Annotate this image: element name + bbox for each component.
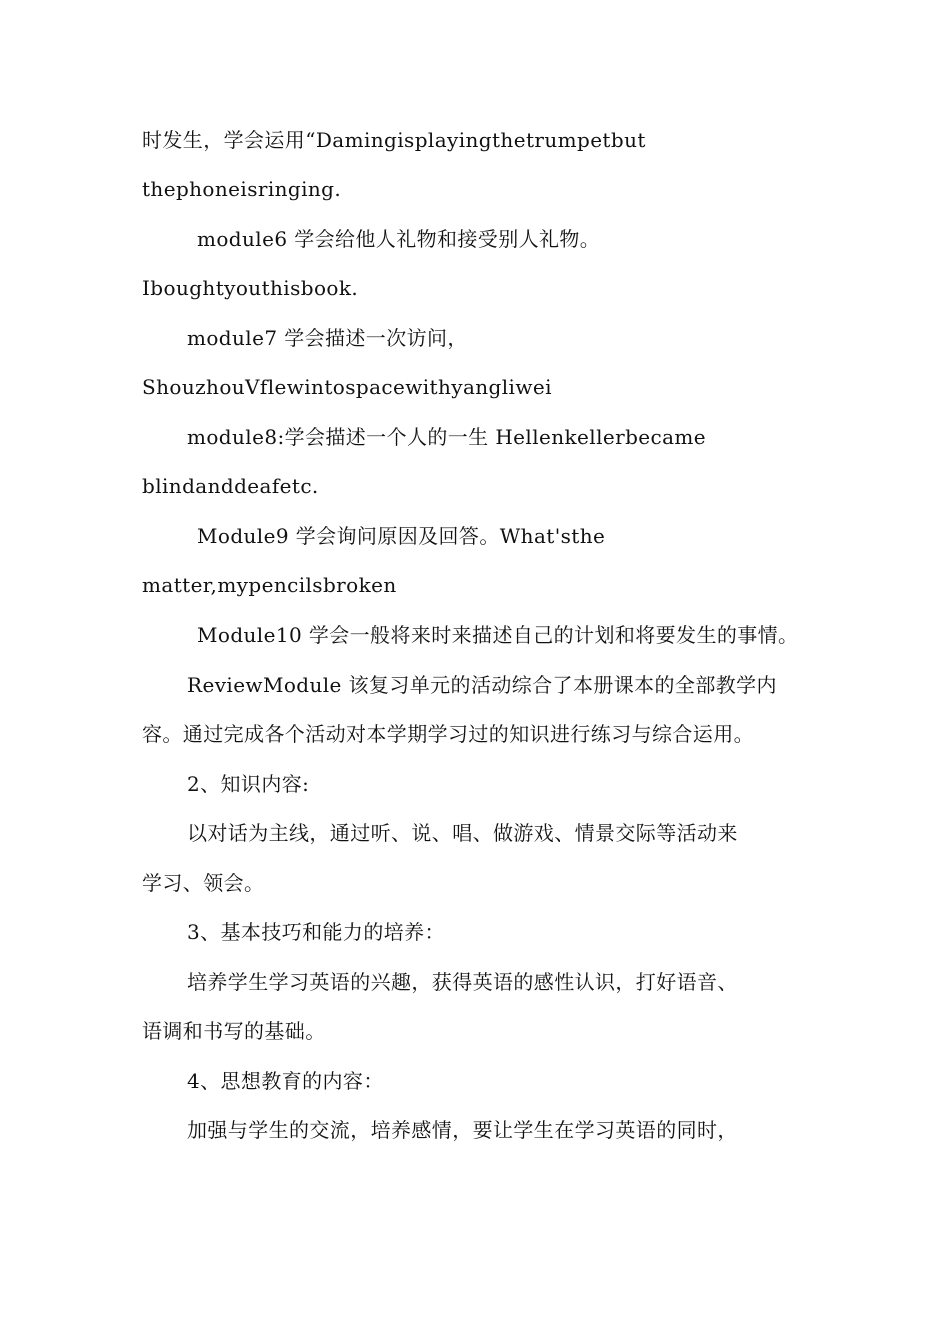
text-line: Iboughtyouthisbook. [142, 276, 359, 300]
text-line: 语调和书写的基础。 [142, 1019, 326, 1043]
text-line: ShouzhouVflewintospacewithyangliwei [142, 375, 552, 399]
text-line: module7 学会描述一次访问， [187, 326, 468, 350]
text-line: 时发生，学会运用“Damingisplayingthetrumpetbut [142, 128, 646, 152]
text-line: matter,mypencilsbroken [142, 573, 397, 597]
section-heading: 3、基本技巧和能力的培养： [187, 920, 445, 944]
text-line: ReviewModule 该复习单元的活动综合了本册课本的全部教学内 [187, 673, 777, 697]
text-line: Module10 学会一般将来时来描述自己的计划和将要发生的事情。 [197, 623, 799, 647]
text-line: 学习、领会。 [142, 871, 265, 895]
text-line: Module9 学会询问原因及回答。What'sthe [197, 524, 606, 548]
text-line: 加强与学生的交流，培养感情，要让学生在学习英语的同时， [187, 1118, 738, 1142]
section-heading: 2、知识内容: [187, 772, 310, 796]
text-line: module6 学会给他人礼物和接受别人礼物。 [197, 227, 601, 251]
text-line: module8:学会描述一个人的一生 Hellenkellerbecame [187, 425, 707, 449]
text-line: 容。通过完成各个活动对本学期学习过的知识进行练习与综合运用。 [142, 722, 754, 746]
text-line: blindanddeafetc. [142, 474, 319, 498]
text-line: thephoneisringing. [142, 177, 342, 201]
text-line: 培养学生学习英语的兴趣，获得英语的感性认识，打好语音、 [187, 970, 738, 994]
section-heading: 4、思想教育的内容： [187, 1069, 384, 1093]
text-line: 以对话为主线，通过听、说、唱、做游戏、情景交际等活动来 [187, 821, 738, 845]
